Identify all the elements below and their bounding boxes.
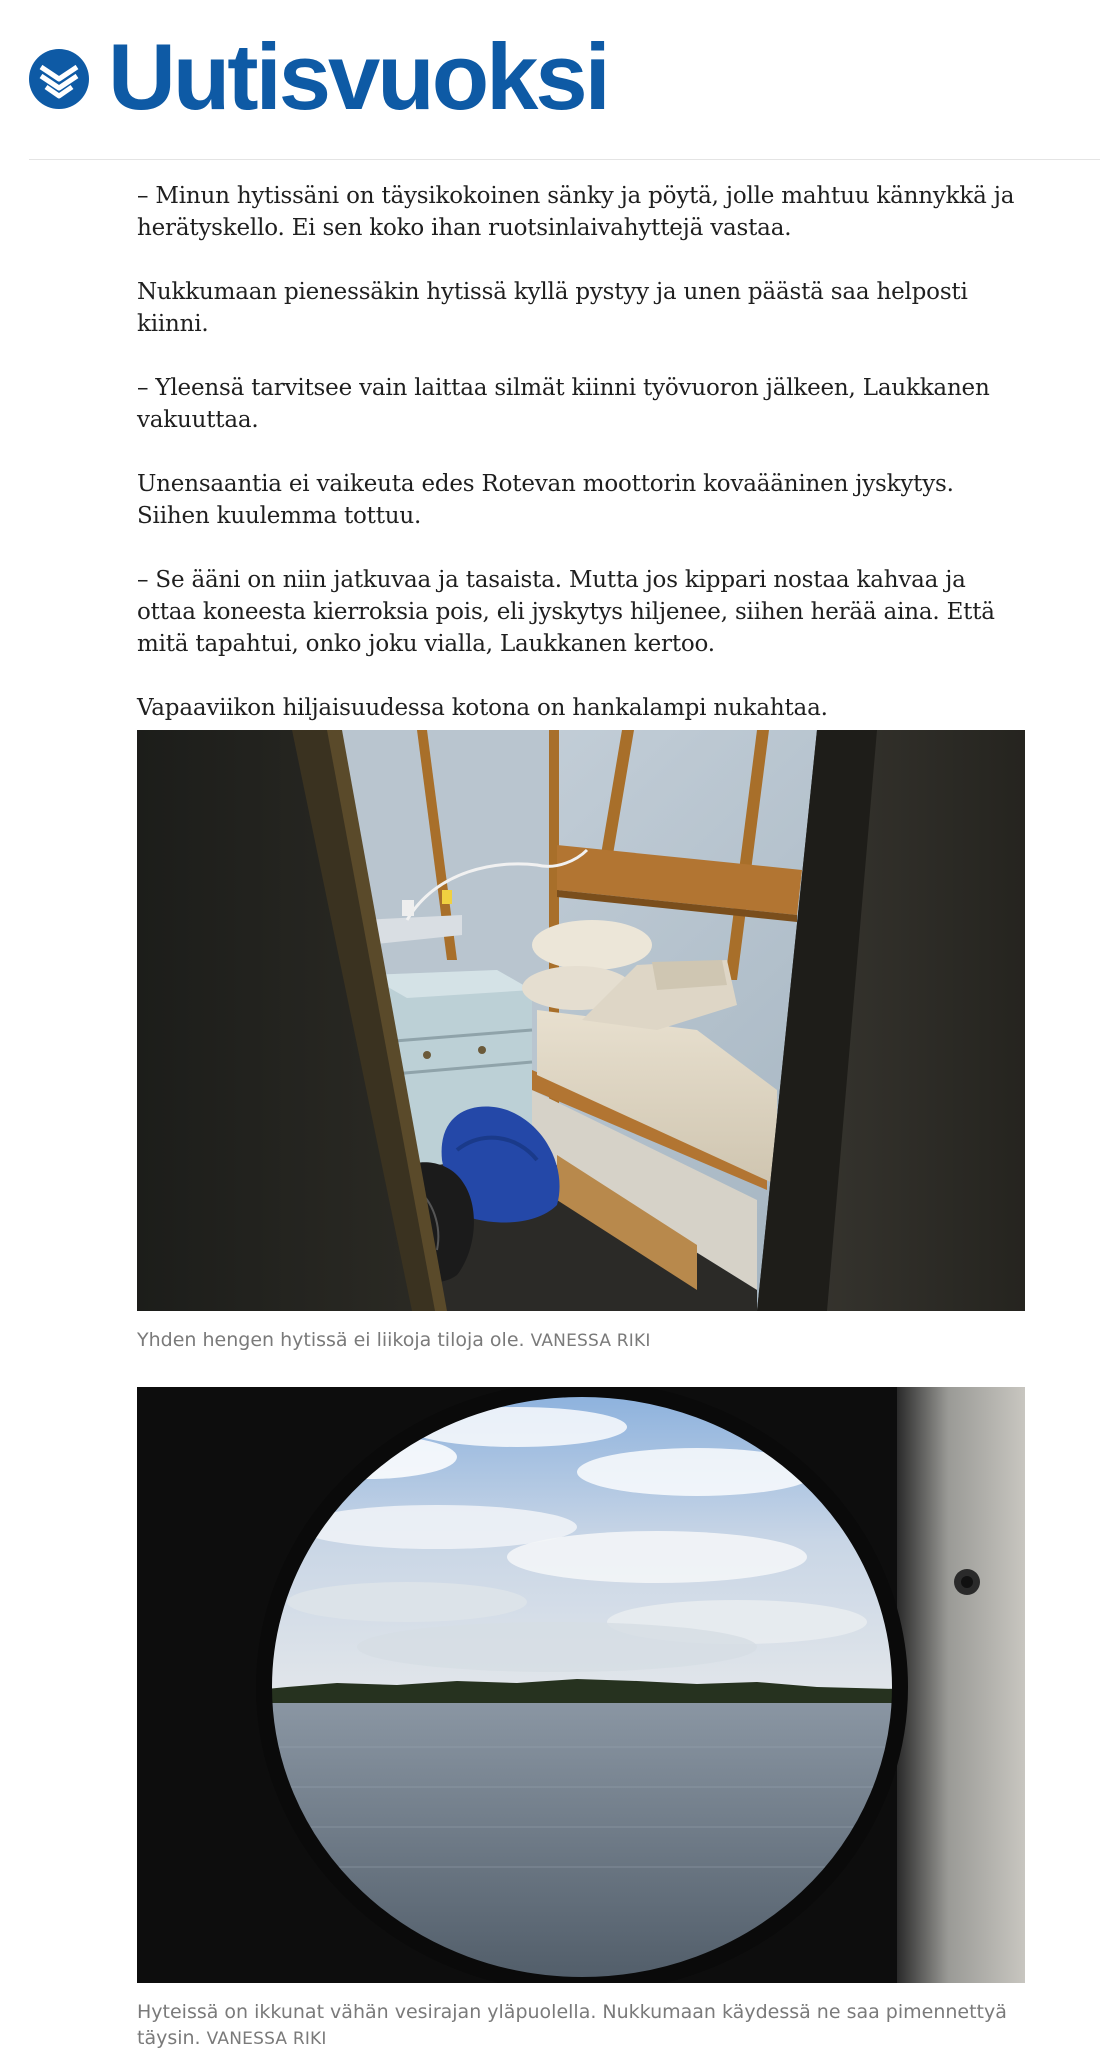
caption-text: Yhden hengen hytissä ei liikoja tiloja ole. [137,1329,525,1351]
site-name: Uutisvuoksi [108,24,608,129]
article-body [137,180,1025,756]
porthole-photo[interactable] [137,1387,1025,1983]
article-paragraph: Nukkumaan pienessäkin hytissä kyllä pystyy ja unen päästä saa helposti kiinni. [137,279,968,337]
cabin-photo-image [137,730,1025,1311]
photo-credit: VANESSA RIKI [530,1331,651,1351]
article-paragraph: – Yleensä tarvitsee vain laittaa silmät kiinni työvuoron jälkeen, Laukkanen vakuuttaa. [137,375,990,433]
porthole-photo-image [137,1387,1025,1983]
article-figure [137,1387,1025,2052]
figure-caption [137,1327,1025,1354]
photo-credit: VANESSA RIKI [206,2029,327,2049]
uutisvuoksi-logo-icon [29,49,89,109]
caption-text: Hyteissä on ikkunat vähän vesirajan yläpuolella. Nukkumaan käydessä ne saa pimennettyä täysin. [137,2001,1007,2049]
article-paragraph: – Se ääni on niin jatkuvaa ja tasaista. Mutta jos kippari nostaa kahvaa ja ottaa koneesta kierroksia pois, eli jyskytys hiljenee, siihen herää aina. Että mitä tapahtui, onko joku vialla, Laukkanen kertoo. [137,567,995,657]
cabin-photo[interactable] [137,730,1025,1311]
article-paragraph: – Minun hytissäni on täysikokoinen sänky ja pöytä, jolle mahtuu kännykkä ja herätyskello. Ei sen koko ihan ruotsinlaivahyttejä vastaa. [137,183,1015,241]
logo-link[interactable] [29,24,709,146]
article-figure [137,730,1025,1354]
figure-caption [137,1999,1025,2052]
article-paragraph: Vapaaviikon hiljaisuudessa kotona on hankalampi nukahtaa. [137,695,828,721]
site-header [29,24,1100,160]
article-paragraph: Unensaantia ei vaikeuta edes Rotevan moottorin kovaääninen jyskytys. Siihen kuulemma tottuu. [137,471,954,529]
